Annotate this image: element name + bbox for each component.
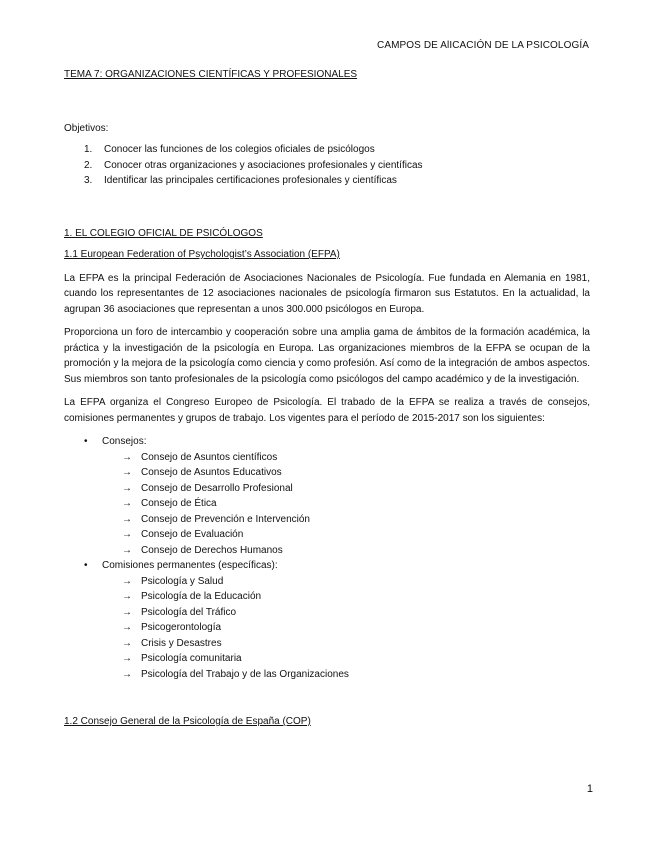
sub-item-text: Consejo de Asuntos Educativos bbox=[141, 467, 282, 478]
objective-text: Conocer las funciones de los colegios oficiales de psicólogos bbox=[104, 144, 375, 155]
arrow-icon: → bbox=[122, 451, 132, 463]
arrow-icon: → bbox=[122, 606, 132, 618]
sub-item bbox=[102, 496, 590, 512]
comisiones-sublist bbox=[102, 574, 590, 683]
sub-item-text: Consejo de Desarrollo Profesional bbox=[141, 482, 293, 494]
arrow-icon: → bbox=[122, 591, 132, 602]
sub-item-text: Psicogerontología bbox=[141, 622, 222, 633]
arrow-icon: → bbox=[122, 482, 132, 494]
arrow-icon: → bbox=[122, 575, 132, 587]
sub-item bbox=[102, 605, 590, 621]
bullet-item-comisiones bbox=[64, 558, 590, 682]
objectives-list bbox=[64, 142, 590, 189]
arrow-icon: → bbox=[122, 637, 132, 649]
bullet-label: Consejos: bbox=[102, 436, 147, 447]
section-1-1-heading: 1.1 European Federation of Psychologist’s Association (EFPA) bbox=[64, 249, 340, 260]
page-content bbox=[64, 67, 590, 730]
sub-item-text: Psicología del Trabajo y de las Organizaciones bbox=[141, 668, 349, 680]
arrow-icon: → bbox=[122, 467, 132, 478]
sub-item-text: Consejo de Asuntos científicos bbox=[141, 451, 278, 463]
document-title: TEMA 7: ORGANIZACIONES CIENTÍFICAS Y PROFESIONALES bbox=[64, 69, 358, 80]
sub-item bbox=[102, 589, 590, 605]
sub-item-text: Consejo de Evaluación bbox=[141, 529, 244, 540]
paragraph: La EFPA organiza el Congreso Europeo de Psicología. El trabado de la EFPA se realiza a través de consejos, comisiones permanentes y grupos de trabajo. Los vigentes para el período de 2015-2017 son los siguientes: bbox=[64, 397, 590, 424]
sub-item-text: Psicología del Tráfico bbox=[141, 606, 237, 618]
sub-item-text: Psicología y Salud bbox=[141, 575, 224, 587]
sub-item bbox=[102, 636, 590, 652]
objective-text: Identificar las principales certificaciones profesionales y científicas bbox=[104, 175, 397, 186]
consejos-sublist bbox=[102, 450, 590, 559]
bullet-icon: • bbox=[84, 560, 88, 571]
bullet-label: Comisiones permanentes (específicas): bbox=[102, 560, 278, 571]
arrow-icon: → bbox=[122, 529, 132, 540]
objective-item bbox=[64, 158, 590, 174]
objective-number: 1. bbox=[84, 144, 93, 155]
arrow-icon: → bbox=[122, 668, 132, 680]
sub-item-text: Consejo de Derechos Humanos bbox=[141, 544, 283, 556]
sub-item bbox=[102, 512, 590, 528]
page-number: 1 bbox=[586, 783, 593, 795]
sub-item bbox=[102, 527, 590, 543]
sub-item-text: Consejo de Ética bbox=[141, 498, 217, 509]
objective-number: 3. bbox=[84, 175, 93, 186]
objective-item bbox=[64, 173, 590, 189]
objectives-label: Objetivos: bbox=[64, 122, 109, 134]
paragraph: La EFPA es la principal Federación de Asociaciones Nacionales de Psicología. Fue fundada en Alemania en 1981, cuando los representantes de 12 asociaciones nacionales de psicología firmaron sus Estatutos. En la actualidad, la agrupan 36 asociaciones que representan a unos 300.000 psicólogos en Europa. bbox=[64, 272, 590, 315]
sub-item bbox=[102, 667, 590, 683]
arrow-icon: → bbox=[122, 622, 132, 633]
section-1-heading: 1. EL COLEGIO OFICIAL DE PSICÓLOGOS bbox=[64, 227, 263, 239]
objective-text: Conocer otras organizaciones y asociaciones profesionales y científicas bbox=[104, 159, 423, 171]
objective-number: 2. bbox=[84, 159, 93, 171]
paragraph: Proporciona un foro de intercambio y cooperación sobre una amplia gama de ámbitos de la formación académica, la práctica y la investigación de la psicología en Europa. Las organizaciones miembros de la EFPA se ocupan de la promoción y la mejora de la psicología como ciencia y como profesión. Así como de la integración de ambos aspectos. Sus miembros son tanto profesionales de la psicología como psicólogos del campo académico y de la investigación. bbox=[64, 327, 590, 385]
arrow-icon: → bbox=[122, 544, 132, 556]
bullet-item-consejos bbox=[64, 434, 590, 558]
arrow-icon: → bbox=[122, 498, 132, 509]
sub-item-text: Consejo de Prevención e Intervención bbox=[141, 513, 310, 525]
bullet-icon: • bbox=[84, 436, 88, 447]
sub-item bbox=[102, 543, 590, 559]
arrow-icon: → bbox=[122, 513, 132, 525]
bullet-list bbox=[64, 434, 590, 682]
sub-item bbox=[102, 620, 590, 636]
sub-item bbox=[102, 481, 590, 497]
sub-item bbox=[102, 450, 590, 466]
arrow-icon: → bbox=[122, 653, 132, 664]
running-header: CAMPOS DE AlICACIÓN DE LA PSICOLOGÍA bbox=[377, 40, 589, 51]
sub-item bbox=[102, 574, 590, 590]
objective-item bbox=[64, 142, 590, 158]
sub-item-text: Psicología de la Educación bbox=[141, 591, 262, 602]
section-1-2-heading: 1.2 Consejo General de la Psicología de España (COP) bbox=[64, 716, 311, 727]
sub-item-text: Psicología comunitaria bbox=[141, 653, 242, 664]
sub-item-text: Crisis y Desastres bbox=[141, 637, 222, 649]
sub-item bbox=[102, 651, 590, 667]
sub-item bbox=[102, 465, 590, 481]
